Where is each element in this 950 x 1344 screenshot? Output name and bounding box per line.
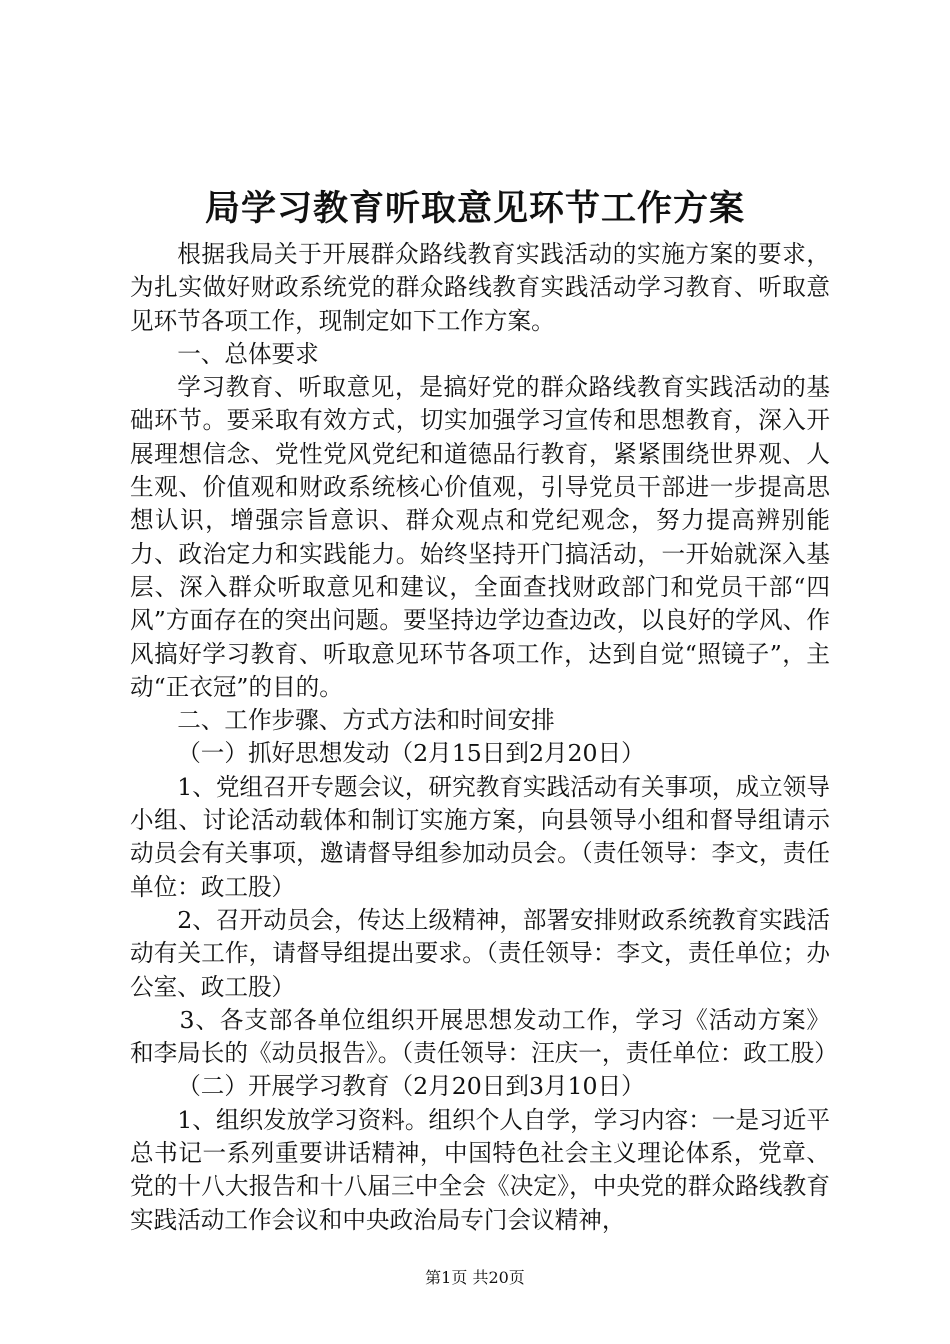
document-title: 局学习教育听取意见环节工作方案 (204, 188, 745, 229)
subsection-heading-study: （二）开展学习教育（2月20日到3月10日） (177, 1072, 645, 1101)
section-heading-general: 一、总体要求 (177, 339, 319, 368)
page-footer: 第1页 共20页 (425, 1268, 525, 1287)
paragraph-intro: 根据我局关于开展群众路线教育实践活动的实施方案的要求，为扎实做好财政系统党的群众路线教育实践活动学习教育、听取意见环节各项工作，现制定如下工作方案。 (130, 240, 830, 335)
list-item-1: 1、党组召开专题会议，研究教育实践活动有关事项，成立领导小组、讨论活动载体和制订实施方案，向县领导小组和督导组请示动员会有关事项，邀请督导组参加动员会。（责任领导：李文，责任单位：政工股） (130, 772, 830, 901)
list-item-3: 3、各支部各单位组织开展思想发动工作，学习《活动方案》和李局长的《动员报告》。（责任领导：汪庆一，责任单位：政工股） (130, 1005, 838, 1068)
list-item-2: 2、召开动员会，传达上级精神，部署安排财政系统教育实践活动有关工作，请督导组提出要求。（责任领导：李文，责任单位；办公室、政工股） (130, 905, 830, 1001)
section-heading-steps: 二、工作步骤、方式方法和时间安排 (177, 706, 555, 735)
document-body (130, 238, 838, 1237)
subsection-heading-mobilization: （一）抓好思想发动（2月15日到2月20日） (177, 739, 645, 768)
list-item-study-1: 1、组织发放学习资料。组织个人自学，学习内容：一是习近平总书记一系列重要讲话精神，中国特色社会主义理论体系，党章、党的十八大报告和十八届三中全会《决定》，中央党的群众路线教育实践活动工作会议和中央政治局专门会议精神， (130, 1105, 830, 1234)
paragraph-general: 学习教育、听取意见，是搞好党的群众路线教育实践活动的基础环节。要采取有效方式，切实加强学习宣传和思想教育，深入开展理想信念、党性党风党纪和道德品行教育，紧紧围绕世界观、人生观、价值观和财政系统核心价值观，引导党员干部进一步提高思想认识，增强宗旨意识、群众观点和党纪观念，努力提高辨别能力、政治定力和实践能力。始终坚持开门搞活动，一开始就深入基层、深入群众听取意见和建议，全面查找财政部门和党员干部“四风”方面存在的突出问题。要坚持边学边查边改，以良好的学风、作风搞好学习教育、听取意见环节各项工作，达到自觉“照镜子”，主动“正衣冠”的目的。 (130, 373, 830, 701)
